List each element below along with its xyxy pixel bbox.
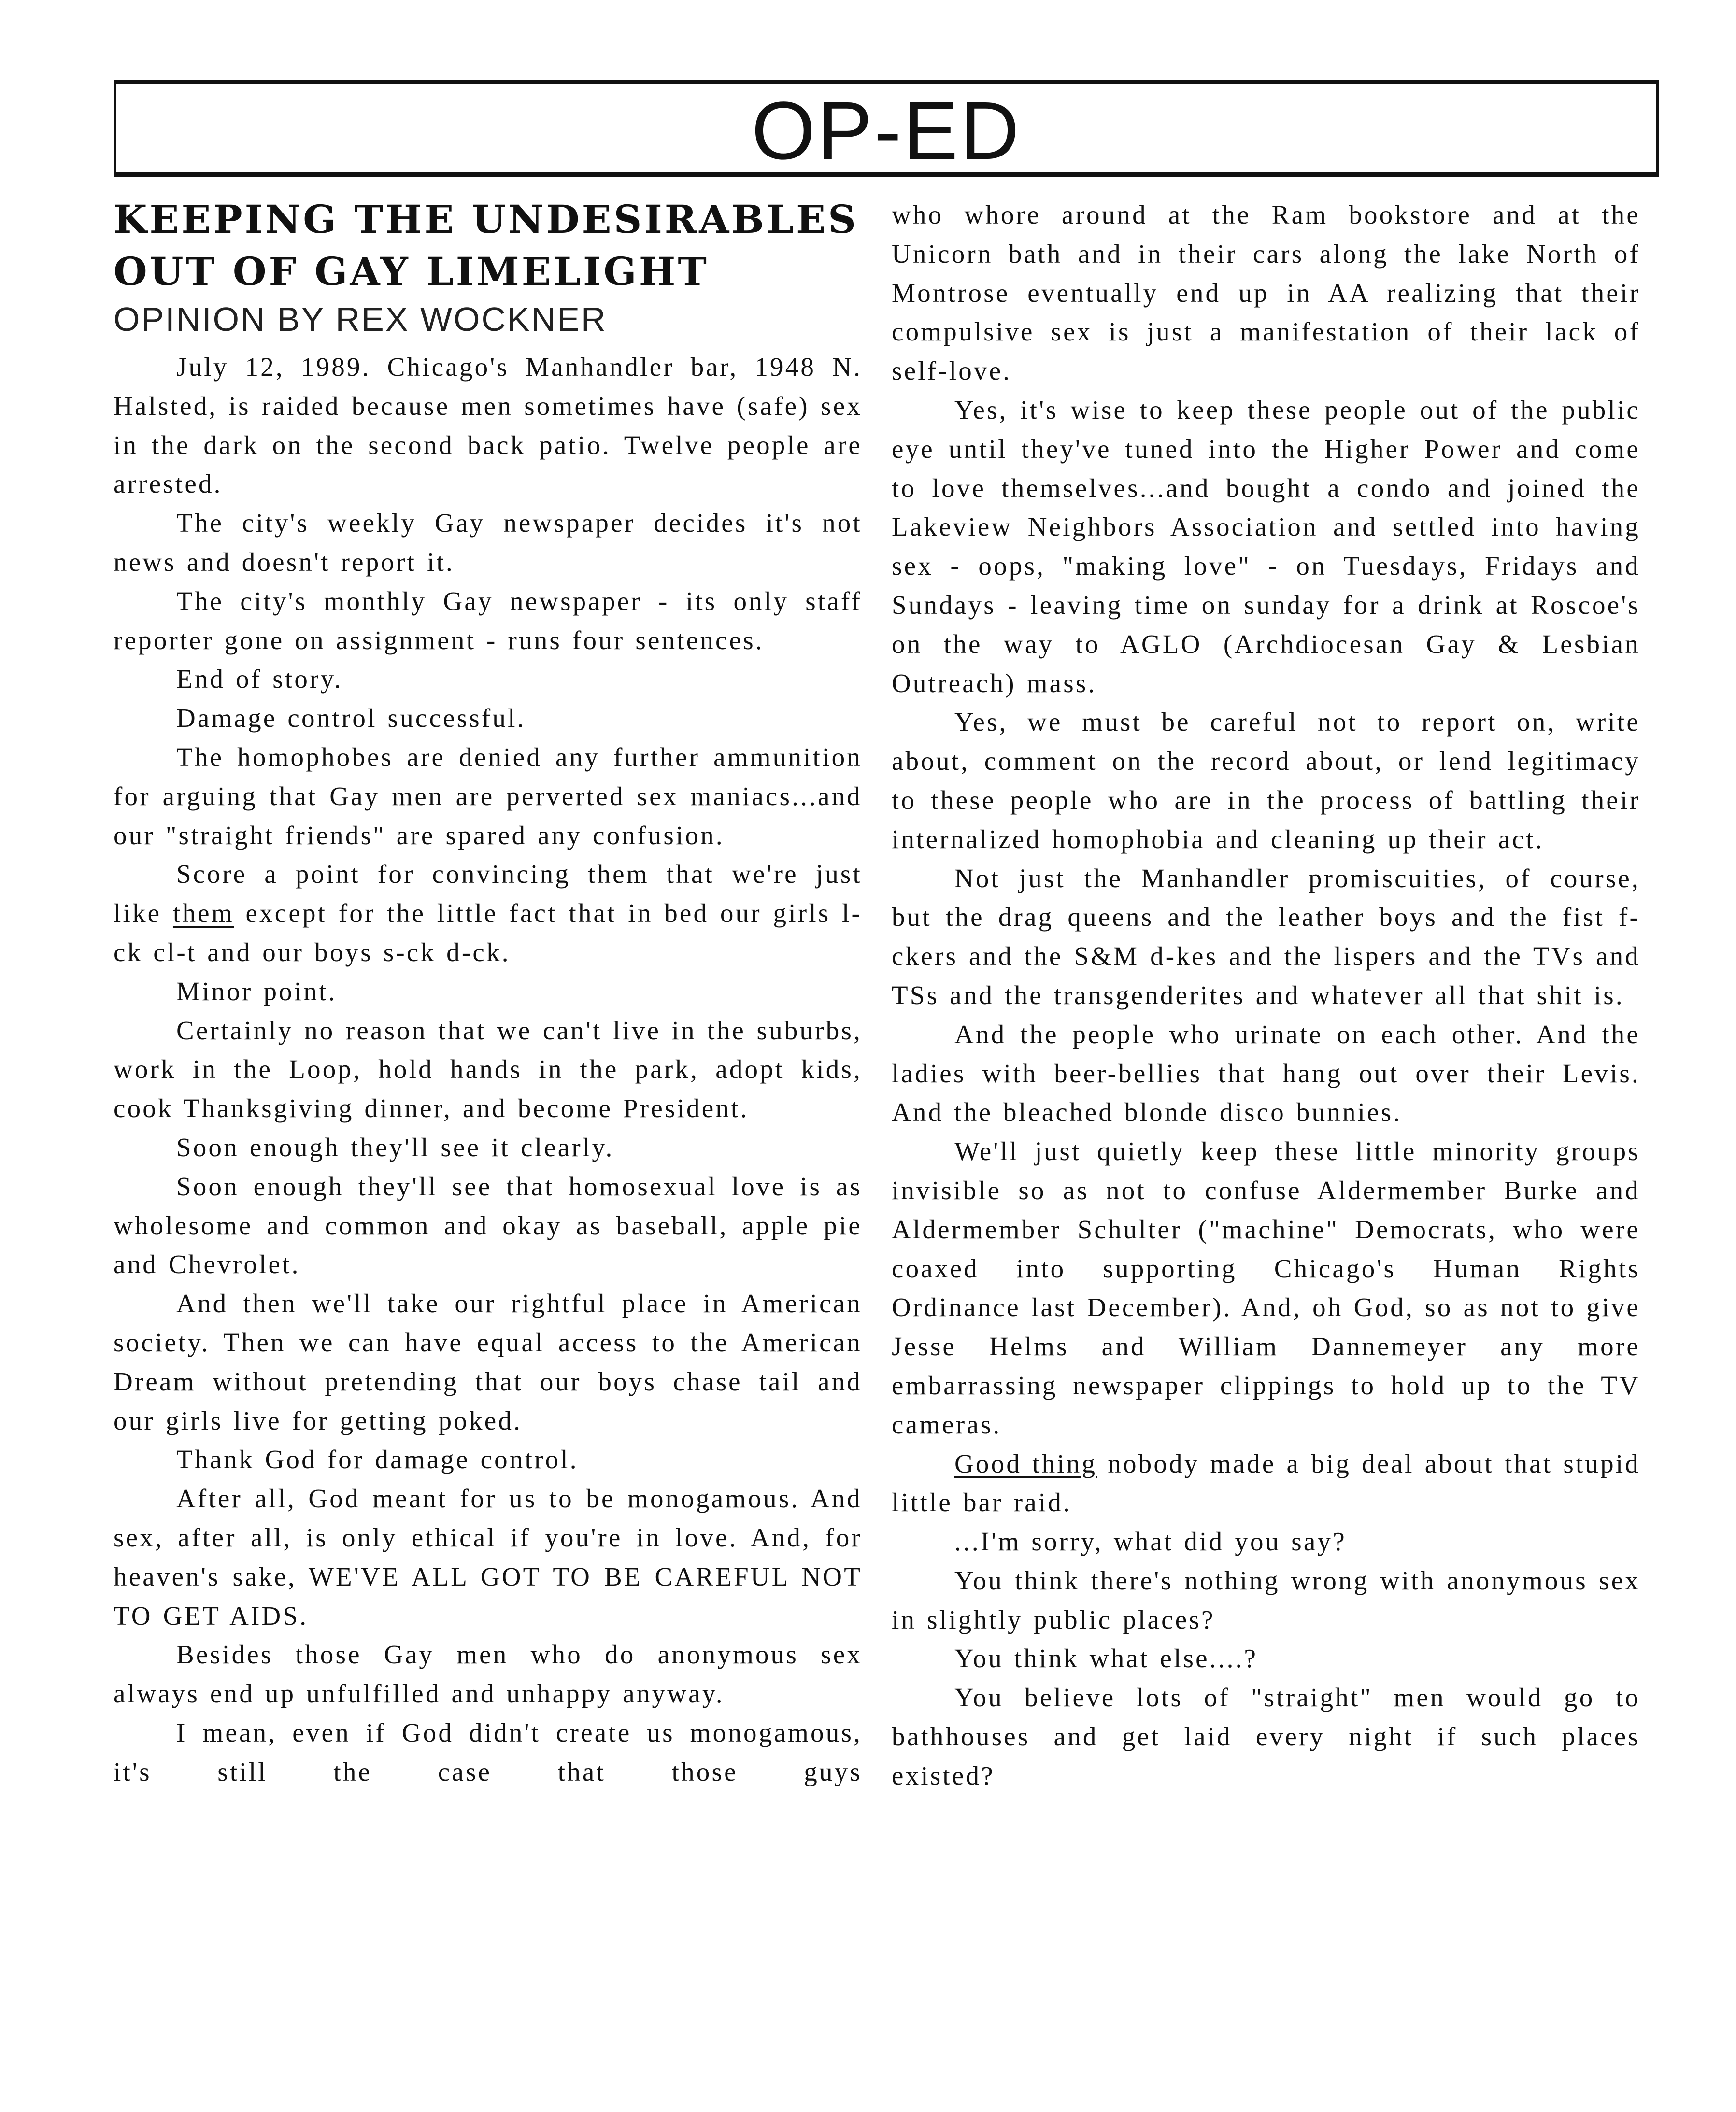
paragraph: who whore around at the Ram bookstore and at the Unicorn bath and in their cars along the lake North of Montrose eventually end up in AA realizing that their compulsive sex is just a manifestation of their lack of self-love. xyxy=(892,200,1640,386)
section-header-box xyxy=(114,80,1659,177)
paragraph: The homophobes are denied any further ammunition for arguing that Gay men are perverted sex maniacs...and our "straight friends" are spared any confusion. xyxy=(114,742,862,850)
paragraph: Certainly no reason that we can't live in the suburbs, work in the Loop, hold hands in the park, adopt kids, cook Thanksgiving dinner, and become President. xyxy=(114,1015,862,1123)
paragraph: Soon enough they'll see that homosexual love is as wholesome and common and okay as baseball, apple pie and Chevrolet. xyxy=(114,1171,862,1279)
paragraph: And the people who urinate on each other. And the ladies with beer-bellies that hang out over their Levis. And the bleached blonde disco bunnies. xyxy=(892,1019,1640,1127)
paragraph-text: Score a point for convincing them that we're just like xyxy=(114,859,862,928)
paragraph: Not just the Manhandler promiscuities, of course, but the drag queens and the leather boys and the fist f-ckers and the S&M d-kes and the lispers and the TVs and TSs and the transgenderites and whatever all that shit is. xyxy=(892,863,1640,1010)
paragraph: ...I'm sorry, what did you say? xyxy=(954,1527,1347,1557)
paragraph-score xyxy=(114,855,862,972)
paragraph: Soon enough they'll see it clearly. xyxy=(176,1132,614,1162)
underlined-text: them xyxy=(172,898,234,928)
paragraph: Yes, we must be careful not to report on, write about, comment on the record about, or lend legitimacy to these people who are in the process of battling their internalized homophobia and cleaning up their act. xyxy=(892,707,1640,854)
headline-line-1: KEEPING THE UNDESIRABLES xyxy=(114,197,858,242)
right-column xyxy=(892,196,1640,1796)
paragraph-good-thing xyxy=(892,1445,1640,1523)
paragraph: Yes, it's wise to keep these people out of the public eye until they've tuned into the Higher Power and come to love themselves...and bought a condo and joined the Lakeview Neighbors Association and settled into having sex - oops, "making love" - on Tuesdays, Fridays and Sundays - leaving time on sunday for a drink at Roscoe's on the way to AGLO (Archdiocesan Gay & Lesbian Outreach) mass. xyxy=(892,395,1640,698)
paragraph: You think what else....? xyxy=(954,1644,1258,1673)
paragraph: And then we'll take our rightful place in American society. Then we can have equal access to the American Dream without pretending that our boys chase tail and our girls live for getting poked. xyxy=(114,1289,862,1435)
left-body xyxy=(114,348,862,1791)
paragraph: I mean, even if God didn't create us monogamous, it's still the case that those guys xyxy=(114,1717,862,1786)
paragraph: Damage control successful. xyxy=(176,703,526,733)
paragraph: We'll just quietly keep these little minority groups invisible so as not to confuse Aldermember Burke and Aldermember Schulter ("machine" Democrats, who were coaxed into supporting Chicago's Human Rights Ordinance last December). And, oh God, so as not to give Jesse Helms and William Dannemeyer any more embarrassing newspaper clippings to hold up to the TV cameras. xyxy=(892,1136,1640,1439)
paragraph: Thank God for damage control. xyxy=(176,1445,579,1474)
paragraph-text: nobody made a big deal about that stupid little bar raid. xyxy=(892,1448,1641,1517)
right-body-b xyxy=(892,1522,1640,1796)
paragraph: You think there's nothing wrong with anonymous sex in slightly public places? xyxy=(892,1565,1640,1634)
paragraph: The city's monthly Gay newspaper - its only staff reporter gone on assignment - runs four sentences. xyxy=(114,586,862,655)
paragraph: July 12, 1989. Chicago's Manhandler bar, 1948 N. Halsted, is raided because men sometimes have (safe) sex in the dark on the second back patio. Twelve people are arrested. xyxy=(114,352,862,499)
byline: OPINION BY REX WOCKNER xyxy=(114,300,607,338)
left-column xyxy=(114,193,862,1791)
headline xyxy=(114,193,862,298)
paragraph: After all, God meant for us to be monogamous. And sex, after all, is only ethical if you're in love. And, for heaven's sake, WE'VE ALL GOT TO BE CAREFUL NOT TO GET AIDS. xyxy=(114,1484,862,1630)
paragraph: Minor point. xyxy=(176,976,337,1006)
section-title: OP-ED xyxy=(751,85,1022,177)
paragraph-text: except for the little fact that in bed our girls l-ck cl-t and our boys s-ck d-ck. xyxy=(114,898,862,967)
paragraph: End of story. xyxy=(176,664,343,694)
paragraph: Besides those Gay men who do anonymous sex always end up unfulfilled and unhappy anyway. xyxy=(114,1640,862,1709)
paragraph: The city's weekly Gay newspaper decides it's not news and doesn't report it. xyxy=(114,508,862,577)
right-body-a xyxy=(892,196,1640,1445)
paragraph: You believe lots of "straight" men would go to bathhouses and get laid every night if such places existed? xyxy=(892,1683,1640,1790)
headline-line-2: OUT OF GAY LIMELIGHT xyxy=(114,249,709,294)
underlined-text: Good thing xyxy=(954,1448,1097,1478)
